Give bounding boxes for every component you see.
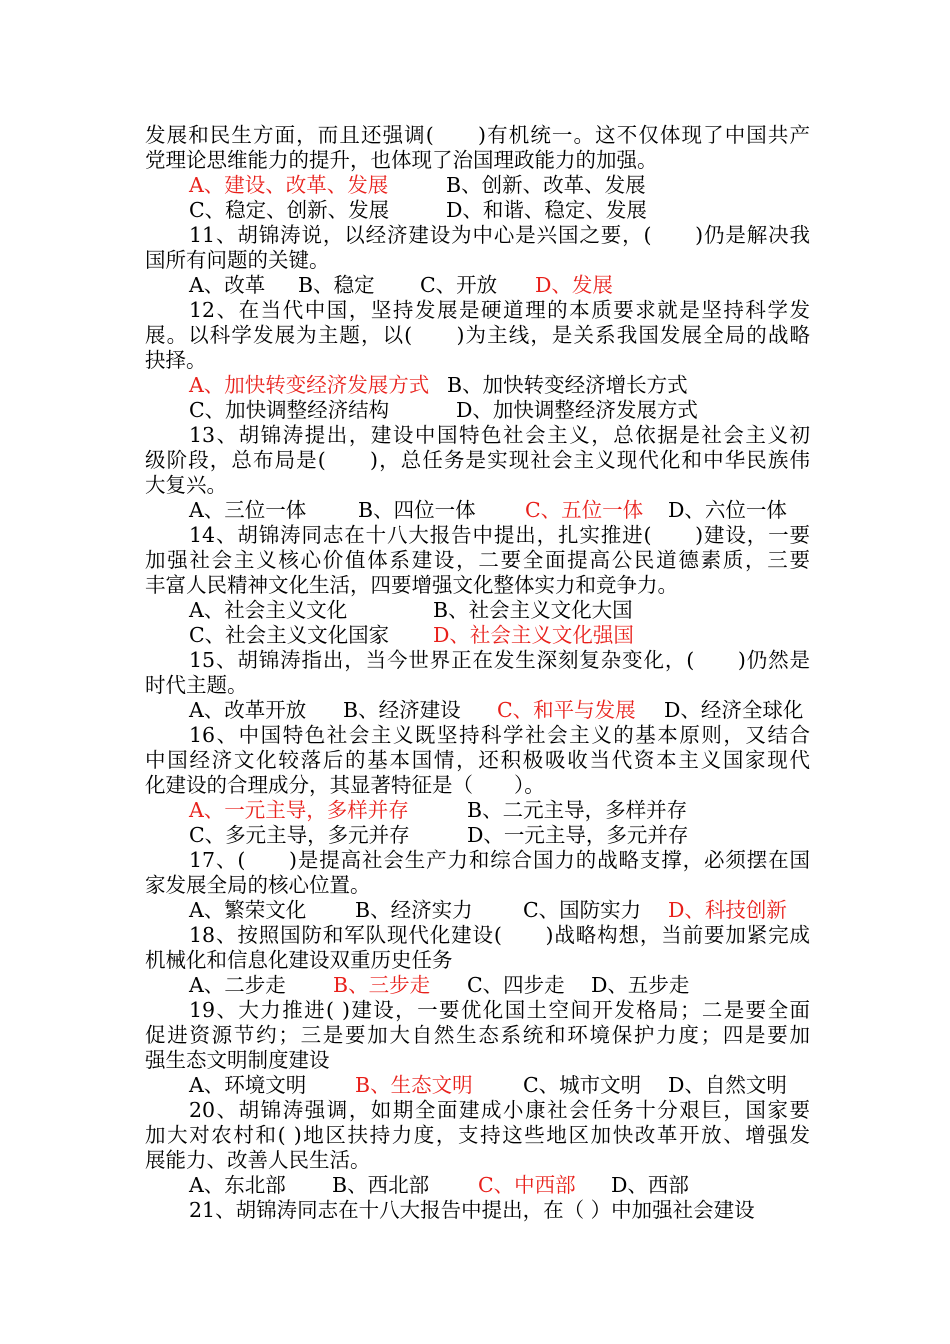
question-text-line: 促进资源节约；三是要加大自然生态系统和环境保护力度；四是要加: [145, 1023, 810, 1047]
options-row: [145, 173, 810, 198]
question-stem: 16、中国特色社会主义既坚持科学社会主义的基本原则，又结合: [189, 723, 810, 747]
answer-option: B、二元主导，多样并存: [467, 798, 688, 822]
question-stem: 11、胡锦涛说，以经济建设为中心是兴国之要，( )仍是解决我: [189, 223, 810, 247]
correct-answer-option: C、五位一体: [525, 498, 644, 522]
answer-option: A、繁荣文化: [189, 898, 307, 922]
answer-option: D、五步走: [591, 973, 690, 997]
question-text-line: 机械化和信息化建设双重历史任务: [145, 948, 453, 972]
correct-answer-option: A、一元主导，多样并存: [189, 798, 409, 822]
answer-option: B、经济建设: [343, 698, 461, 722]
correct-answer-option: A、建设、改革、发展: [189, 173, 389, 197]
answer-option: B、稳定: [298, 273, 375, 297]
question-text-line: 抉择。: [145, 348, 207, 372]
question-text-line: 中国经济文化较落后的基本国情，还积极吸收当代资本主义国家现代: [145, 748, 810, 772]
question-text-line: 发展和民生方面，而且还强调( )有机统一。这不仅体现了中国共产: [145, 123, 810, 147]
question-stem: 14、胡锦涛同志在十八大报告中提出，扎实推进( )建设，一要: [189, 523, 810, 547]
correct-answer-option: B、生态文明: [355, 1073, 473, 1097]
options-row: [145, 373, 810, 398]
options-row: [145, 973, 810, 998]
answer-option: A、东北部: [189, 1173, 286, 1197]
answer-option: B、社会主义文化大国: [433, 598, 633, 622]
answer-option: D、加快调整经济发展方式: [456, 398, 698, 422]
correct-answer-option: D、科技创新: [668, 898, 787, 922]
options-row: [145, 398, 810, 423]
question-text-line: 级阶段，总布局是( )，总任务是实现社会主义现代化和中华民族伟: [145, 448, 810, 472]
question-stem: 20、胡锦涛强调，如期全面建成小康社会任务十分艰巨，国家要: [189, 1098, 810, 1122]
answer-option: B、西北部: [332, 1173, 430, 1197]
question-stem: 13、胡锦涛提出，建设中国特色社会主义，总依据是社会主义初: [189, 423, 810, 447]
question-text-line: 丰富人民精神文化生活，四要增强文化整体实力和竞争力。: [145, 573, 678, 597]
options-row: [145, 698, 810, 723]
question-stem: 19、大力推进( )建设，一要优化国土空间开发格局；二是要全面: [189, 998, 810, 1022]
answer-option: C、社会主义文化国家: [189, 623, 390, 647]
options-row: [145, 598, 810, 623]
answer-option: D、经济全球化: [664, 698, 804, 722]
question-text-line: 展。以科学发展为主题，以( )为主线，是关系我国发展全局的战略: [145, 323, 810, 347]
options-row: [145, 1073, 810, 1098]
options-row: [145, 498, 810, 523]
correct-answer-option: D、发展: [535, 273, 613, 297]
answer-option: B、经济实力: [355, 898, 473, 922]
options-row: [145, 623, 810, 648]
correct-answer-option: A、加快转变经济发展方式: [189, 373, 430, 397]
answer-option: A、三位一体: [189, 498, 307, 522]
answer-option: C、稳定、创新、发展: [189, 198, 390, 222]
question-text-line: 化建设的合理成分，其显著特征是（ ）。: [145, 773, 545, 797]
question-stem: 15、胡锦涛指出，当今世界正在发生深刻复杂变化，( )仍然是: [189, 648, 810, 672]
answer-option: B、四位一体: [358, 498, 476, 522]
question-text-line: 展能力、改善人民生活。: [145, 1148, 371, 1172]
answer-option: C、多元主导，多元并存: [189, 823, 410, 847]
correct-answer-option: C、和平与发展: [497, 698, 636, 722]
answer-option: C、国防实力: [523, 898, 642, 922]
question-stem: 18、按照国防和军队现代化建设( )战略构想，当前要加紧完成: [189, 923, 810, 947]
answer-option: A、改革: [189, 273, 266, 297]
answer-option: A、改革开放: [189, 698, 307, 722]
question-text-line: 党理论思维能力的提升，也体现了治国理政能力的加强。: [145, 148, 658, 172]
answer-option: A、环境文明: [189, 1073, 307, 1097]
options-row: [145, 198, 810, 223]
question-text-line: 加大对农村和( )地区扶持力度，支持这些地区加快改革开放、增强发: [145, 1123, 810, 1147]
answer-option: A、二步走: [189, 973, 286, 997]
answer-option: C、加快调整经济结构: [189, 398, 390, 422]
question-text-line: 大复兴。: [145, 473, 227, 497]
answer-option: B、创新、改革、发展: [446, 173, 646, 197]
question-stem: 21、胡锦涛同志在十八大报告中提出，在（ ）中加强社会建设: [189, 1198, 755, 1222]
question-text-line: 国所有问题的关键。: [145, 248, 330, 272]
answer-option: D、自然文明: [668, 1073, 787, 1097]
question-stem: 12、在当代中国，坚持发展是硬道理的本质要求就是坚持科学发: [189, 298, 810, 322]
question-text-line: 强生态文明制度建设: [145, 1048, 330, 1072]
options-row: [145, 273, 810, 298]
question-text-line: 加强社会主义核心价值体系建设，二要全面提高公民道德素质，三要: [145, 548, 810, 572]
answer-option: B、加快转变经济增长方式: [447, 373, 688, 397]
answer-option: C、开放: [420, 273, 498, 297]
question-stem: 17、( )是提高社会生产力和综合国力的战略支撑，必须摆在国: [189, 848, 810, 872]
answer-option: D、和谐、稳定、发展: [446, 198, 647, 222]
answer-option: D、六位一体: [668, 498, 787, 522]
question-text-line: 家发展全局的核心位置。: [145, 873, 371, 897]
options-row: [145, 898, 810, 923]
options-row: [145, 1173, 810, 1198]
correct-answer-option: D、社会主义文化强国: [433, 623, 634, 647]
answer-option: D、西部: [611, 1173, 689, 1197]
answer-option: C、四步走: [467, 973, 565, 997]
answer-option: C、城市文明: [523, 1073, 642, 1097]
options-row: [145, 823, 810, 848]
answer-option: A、社会主义文化: [189, 598, 348, 622]
options-row: [145, 798, 810, 823]
answer-option: D、一元主导，多元并存: [467, 823, 689, 847]
correct-answer-option: C、中西部: [478, 1173, 576, 1197]
question-text-line: 时代主题。: [145, 673, 248, 697]
correct-answer-option: B、三步走: [333, 973, 431, 997]
